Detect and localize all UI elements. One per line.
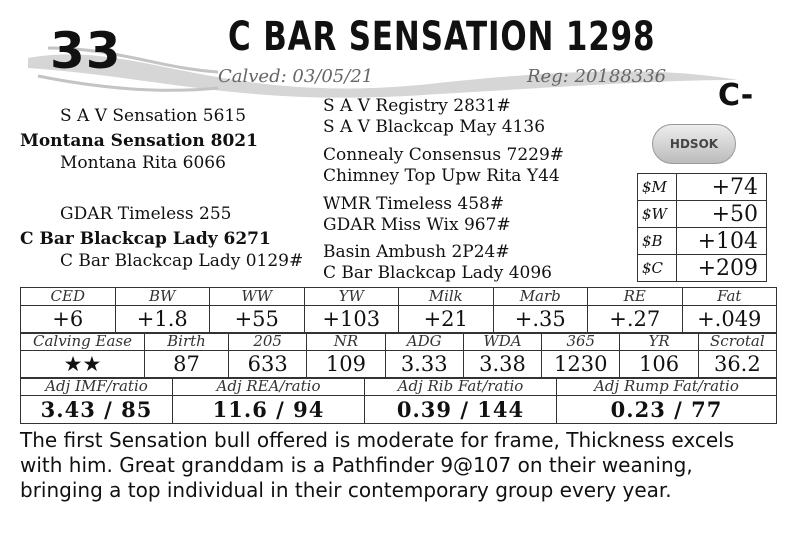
epd-header: Fat	[682, 288, 777, 306]
epd-header: RE	[588, 288, 683, 306]
sire-dam: Montana Rita 6066	[60, 153, 226, 173]
index-value: +209	[677, 255, 767, 282]
dd-sire: Basin Ambush 2P24#	[323, 242, 510, 262]
epd-header: Milk	[399, 288, 494, 306]
registration-number: Reg: 20188336	[527, 66, 667, 87]
index-label: $W	[638, 201, 677, 228]
ultrasound-value: 0.39 / 144	[365, 396, 557, 424]
perf-value: 633	[229, 351, 307, 379]
ultrasound-header-row	[21, 378, 777, 396]
index-row	[638, 255, 767, 282]
epd-header: WW	[210, 288, 305, 306]
perf-header: Calving Ease	[21, 333, 145, 351]
index-row	[638, 228, 767, 255]
perf-value: 87	[145, 351, 229, 379]
performance-table	[20, 332, 777, 379]
dam-dam: C Bar Blackcap Lady 0129#	[60, 251, 304, 271]
epd-value: +55	[210, 306, 305, 334]
sire: Montana Sensation 8021	[20, 131, 258, 151]
perf-header: 205	[229, 333, 307, 351]
hd50k-logo	[652, 124, 736, 164]
sd-sire: Connealy Consensus 7229#	[323, 145, 565, 165]
epd-value: +103	[304, 306, 399, 334]
ds-sire: WMR Timeless 458#	[323, 194, 505, 214]
epd-header: BW	[115, 288, 210, 306]
perf-value: 1230	[542, 351, 620, 379]
epd-header: CED	[21, 288, 116, 306]
ds-dam: GDAR Miss Wix 967#	[323, 215, 511, 235]
index-label: $B	[638, 228, 677, 255]
index-value: +104	[677, 228, 767, 255]
epd-value: +21	[399, 306, 494, 334]
ultrasound-value: 11.6 / 94	[173, 396, 365, 424]
perf-value: 109	[307, 351, 385, 379]
perf-header: WDA	[463, 333, 541, 351]
epd-value: +.35	[493, 306, 588, 334]
lot-description: The first Sensation bull offered is moderate for frame, Thickness excels with him. Great granddam is a Pathfinder 9@107 on their weaning, bringing a top individual in their contemporary group every year.	[20, 428, 735, 502]
index-row	[638, 174, 767, 201]
epd-table	[20, 287, 777, 334]
epd-header: Marb	[493, 288, 588, 306]
performance-value-row	[21, 351, 777, 379]
epd-value: +.049	[682, 306, 777, 334]
perf-header: YR	[620, 333, 698, 351]
performance-header-row	[21, 333, 777, 351]
index-label: $M	[638, 174, 677, 201]
epd-header-row	[21, 288, 777, 306]
epd-value: +6	[21, 306, 116, 334]
index-row	[638, 201, 767, 228]
lot-number: 33	[50, 22, 122, 80]
ultrasound-value: 3.43 / 85	[21, 396, 173, 424]
epd-value: +.27	[588, 306, 683, 334]
grade: C-	[718, 78, 754, 113]
perf-value: 3.38	[463, 351, 541, 379]
sd-dam: Chimney Top Upw Rita Y44	[323, 166, 560, 186]
index-value: +74	[677, 174, 767, 201]
ultrasound-header: Adj REA/ratio	[173, 378, 365, 396]
sire-sire: S A V Sensation 5615	[60, 106, 247, 126]
ultrasound-table	[20, 377, 777, 424]
ultrasound-header: Adj Rump Fat/ratio	[557, 378, 777, 396]
epd-value: +1.8	[115, 306, 210, 334]
ss-sire: S A V Registry 2831#	[323, 96, 511, 116]
dollar-index-table	[637, 173, 767, 282]
perf-value: 36.2	[698, 351, 776, 379]
perf-header: Scrotal	[698, 333, 776, 351]
perf-value: 3.33	[385, 351, 463, 379]
perf-header: 365	[542, 333, 620, 351]
ultrasound-header: Adj Rib Fat/ratio	[365, 378, 557, 396]
ultrasound-value-row	[21, 396, 777, 424]
logo-text: HDSOK	[669, 137, 719, 151]
perf-header: ADG	[385, 333, 463, 351]
index-value: +50	[677, 201, 767, 228]
perf-header: NR	[307, 333, 385, 351]
ultrasound-header: Adj IMF/ratio	[21, 378, 173, 396]
epd-header: YW	[304, 288, 399, 306]
calved-date: Calved: 03/05/21	[218, 66, 374, 87]
dam: C Bar Blackcap Lady 6271	[20, 229, 271, 249]
perf-value: 106	[620, 351, 698, 379]
dd-dam: C Bar Blackcap Lady 4096	[323, 263, 552, 283]
dam-sire: GDAR Timeless 255	[60, 204, 232, 224]
calving-ease-stars: ★★	[21, 351, 145, 379]
ss-dam: S A V Blackcap May 4136	[323, 117, 546, 137]
perf-header: Birth	[145, 333, 229, 351]
index-label: $C	[638, 255, 677, 282]
ultrasound-value: 0.23 / 77	[557, 396, 777, 424]
animal-name: C BAR SENSATION 1298	[228, 14, 656, 60]
epd-value-row	[21, 306, 777, 334]
